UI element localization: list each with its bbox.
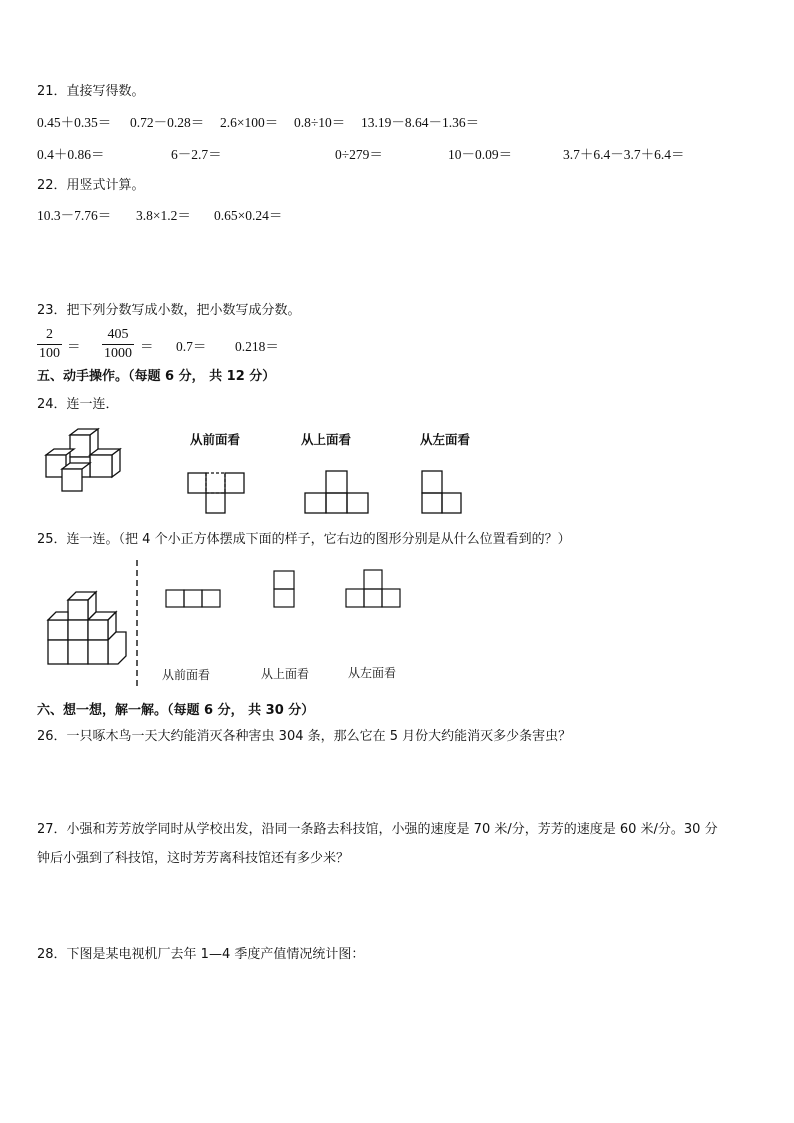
q24-view-left (421, 470, 465, 516)
section-6-title: 六、想一想，解一解。（每题 6 分， 共 30 分） (37, 703, 315, 718)
q21-item: 10－0.09＝ (448, 147, 513, 162)
q22-item: 10.3－7.76＝ (37, 208, 112, 223)
fraction-2-equals: ＝ (140, 339, 154, 354)
q25-label-top: 从上面看 (261, 667, 310, 681)
q24-view-top (304, 470, 370, 516)
q21-item: 0.4＋0.86＝ (37, 147, 105, 162)
q21-title: 21．直接写得数。 (37, 84, 145, 99)
q28-text: 28．下图是某电视机厂去年 1—4 季度产值情况统计图： (37, 947, 365, 962)
q24-label-front: 从前面看 (190, 432, 241, 447)
q24-view-front (187, 472, 247, 516)
q22-item: 3.8×1.2＝ (136, 208, 191, 223)
q25-divider-dashed (134, 560, 140, 690)
q25-cube-figure (44, 580, 134, 670)
q24-label-left: 从左面看 (420, 432, 471, 447)
q27-line-2: 钟后小强到了科技馆，这时芳芳离科技馆还有多少米？ (37, 851, 350, 866)
decimal-2: 0.218＝ (235, 339, 279, 354)
q21-item: 0÷279＝ (335, 147, 383, 162)
q25-label-left: 从左面看 (348, 666, 397, 680)
q25-view-c (345, 569, 405, 611)
fraction-1-equals: ＝ (67, 339, 81, 354)
q21-item: 6－2.7＝ (171, 147, 222, 162)
q22-item: 0.65×0.24＝ (214, 208, 283, 223)
q21-item: 0.8÷10＝ (294, 115, 346, 130)
q21-item: 2.6×100＝ (220, 115, 279, 130)
q21-item: 0.72－0.28＝ (130, 115, 205, 130)
q23-title: 23．把下列分数写成小数，把小数写成分数。 (37, 303, 301, 318)
q27-line-1: 27．小强和芳芳放学同时从学校出发，沿同一条路去科技馆，小强的速度是 70 米/分，芳芳的速度是 60 米/分。30 分 (37, 822, 718, 837)
q24-label-top: 从上面看 (301, 432, 352, 447)
fraction-2: 405 1000 (104, 327, 132, 361)
q21-item: 13.19－8.64－1.36＝ (361, 115, 480, 130)
q25-view-a (165, 589, 225, 611)
fraction-1: 2 100 (39, 327, 60, 361)
q25-label-front: 从前面看 (162, 668, 211, 682)
q24-title: 24．连一连． (37, 397, 119, 412)
decimal-1: 0.7＝ (176, 339, 207, 354)
q21-item: 0.45＋0.35＝ (37, 115, 112, 130)
q21-item: 3.7＋6.4－3.7＋6.4＝ (563, 147, 685, 162)
q24-cube-figure (40, 425, 130, 500)
q22-title: 22．用竖式计算。 (37, 178, 145, 193)
q26-text: 26．一只啄木鸟一天大约能消灭各种害虫 304 条，那么它在 5 月份大约能消灭多少条害虫？ (37, 729, 572, 744)
section-5-title: 五、动手操作。（每题 6 分， 共 12 分） (37, 369, 276, 384)
q25-title: 25．连一连。（把 4 个小正方体摆成下面的样子，它右边的图形分别是从什么位置看到的？） (37, 532, 571, 547)
q25-view-b (273, 570, 299, 610)
